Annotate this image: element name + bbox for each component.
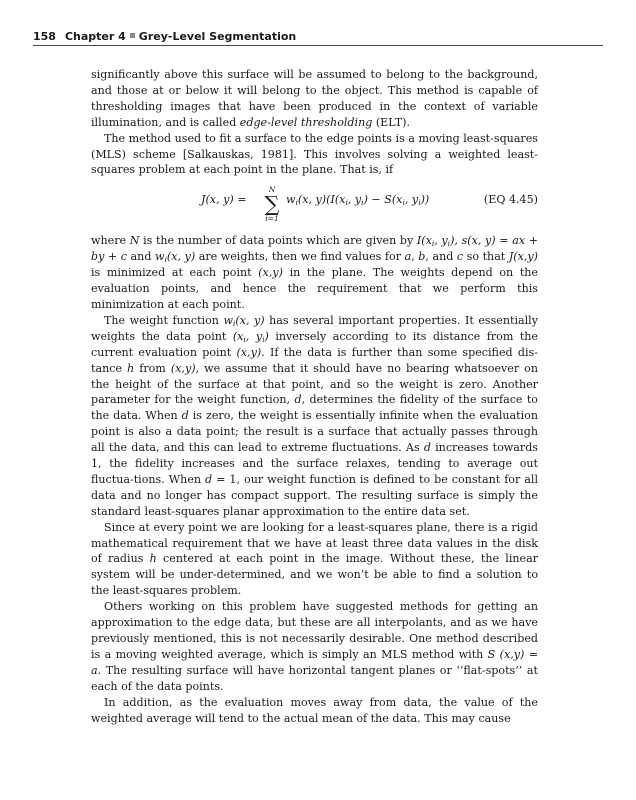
equation-lhs: J(x, y) =	[201, 193, 247, 207]
header-rule	[33, 45, 603, 46]
paragraph-6: Others working on this problem have suggested methods for getting an approximation to the edge data, but these are all interpolants, and as we have previously mentioned, this is not necessarily desirable. One method described is a moving weighted average, which is simply an MLS method with S (x,y) = a. The resulting surface will have horizontal tangent planes or ‘‘flat-spots’’ at each of the data points.	[91, 600, 538, 693]
body-text	[91, 67, 538, 726]
summation-symbol: N ∑ i=1	[264, 185, 280, 224]
square-bullet-icon	[130, 33, 135, 38]
paragraph-2: The method used to fit a surface to the edge points is a moving least-squares (MLS) scheme [Salkauskas, 1981]. This involves solving a weighted least-squares problem at each point in the plane. That is, if	[91, 131, 538, 177]
paragraph-1: significantly above this surface will be assumed to belong to the background, and those at or below it will belong to the object. This method is capable of thresholding images that have been produced in the context of variable illumination, and is called edge-level thresholding (ELT).	[91, 68, 538, 129]
page-number: 158	[33, 30, 56, 43]
chapter-label: Chapter 4	[64, 30, 126, 43]
equation-rhs: $w_i(x$, $y)(I(x_i$, $y_i) - S(x_i$, $y_i$))	[286, 193, 430, 208]
paragraph-4: The weight function $w_i(x$, y) has several important properties. It essentially weights the data point ($x_i$, $y_i$) inversely according to its distance from the current evaluation point (x,y). If the data is further than some specified dis-tance h from (x,y), we assume that it should have no bearing whatsoever on the height of the surface at that point, and so the weight is zero. Another parameter for the weight function, d, determines the fidelity of the surface to the data. When d is zero, the weight is essentially infinite when the evaluation point is also a data point; the result is a surface that actually passes through all the data, and this can lead to extreme fluctuations. As d increases towards 1, the fidelity increases and the surface relaxes, tending to average out fluctua-tions. When d = 1, our weight function is defined to be constant for all data and no longer has compact support. The resulting surface is simply the standard least-squares planar approximation to the entire data set.	[91, 313, 538, 518]
running-head	[33, 30, 603, 43]
equation-4-45	[91, 182, 538, 228]
equation-number: (EQ 4.45)	[483, 193, 538, 207]
chapter-title: Grey-Level Segmentation	[138, 30, 297, 43]
paragraph-3: where N is the number of data points which are given by $I(x_i$, $y_i$), s(x, y) = ax + by + c and $w_i(x$, y) are weights, then we find values for a, b, and c so that J(x,y) is minimized at each point (x,y) in the plane. The weights depend on the evaluation points, and hence the requirement that we perform this minimization at each point.	[91, 234, 538, 311]
paragraph-5: Since at every point we are looking for a least-squares plane, there is a rigid mathematical requirement that we have at least three data values in the disk of radius h centered at each point in the image. Without these, the linear system will be under-determined, and we won’t be able to find a solution to the least-squares problem.	[91, 520, 539, 598]
paragraph-7: In addition, as the evaluation moves away from data, the value of the weighted average will tend to the actual mean of the data. This may cause	[91, 695, 538, 725]
